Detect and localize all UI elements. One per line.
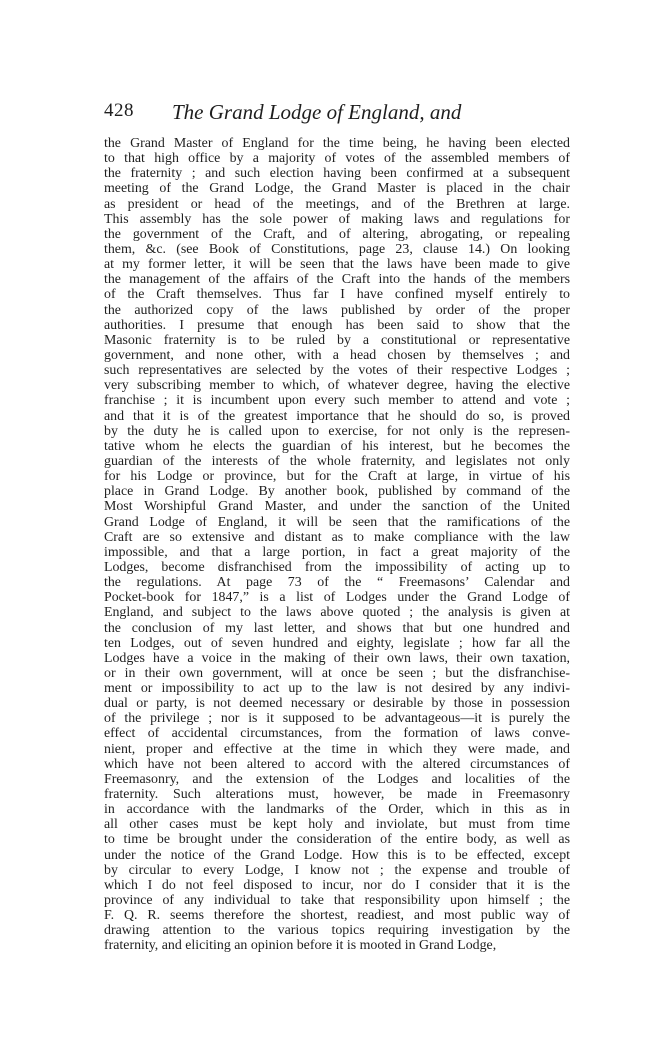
text-line: England, and subject to the laws above quoted ; the analysis is given at <box>104 605 570 621</box>
text-line: ten Lodges, out of seven hundred and eighty, legislate ; how far all the <box>104 635 570 651</box>
text-line: Grand Lodge of England, it will be seen that the ramifications of the <box>104 514 570 530</box>
text-line: Lodges have a voice in the making of their own laws, their own taxation, <box>104 650 570 666</box>
text-line: the Grand Master of England for the time being, he having been elected <box>104 136 570 151</box>
text-line: all other cases must be kept holy and inviolate, but must from time <box>104 817 570 833</box>
text-line: as president or head of the meetings, and of the Brethren at large. <box>104 196 570 212</box>
text-line: the fraternity ; and such election having been confirmed at a subsequent <box>104 166 570 182</box>
text-line: of the Craft themselves. Thus far I have confined myself entirely to <box>104 287 570 303</box>
text-line: tative whom he elects the guardian of his interest, but he becomes the <box>104 438 570 454</box>
running-head: The Grand Lodge of England, and <box>172 100 462 124</box>
text-line: in accordance with the landmarks of the Order, which in this as in <box>104 802 570 818</box>
text-line: the authorized copy of the laws published by order of the proper <box>104 302 570 318</box>
text-line: Freemasonry, and the extension of the Lodges and localities of the <box>104 771 570 787</box>
text-line: the government of the Craft, and of altering, abrogating, or repealing <box>104 226 570 242</box>
text-line: to that high office by a majority of votes of the assembled members of <box>104 151 570 167</box>
text-line: to time be brought under the consideration of the entire body, as well as <box>104 832 570 848</box>
text-line: nient, proper and effective at the time in which they were made, and <box>104 741 570 757</box>
text-line: fraternity, and eliciting an opinion before it is mooted in Grand Lodge, <box>104 938 497 954</box>
text-line: fraternity. Such alterations must, however, be made in Freemasonry <box>104 787 570 803</box>
text-line: for his Lodge or province, but for the Craft at large, in virtue of his <box>104 469 570 485</box>
text-line: by circular to every Lodge, I know not ; the expense and trouble of <box>104 862 570 878</box>
text-line: by the duty he is called upon to exercise, for not only is the represen- <box>104 423 570 439</box>
text-line: Lodges, become disfranchised from the impossibility of acting up to <box>104 559 570 575</box>
text-line: the regulations. At page 73 of the “ Freemasons’ Calendar and <box>104 575 570 591</box>
text-line: Masonic fraternity is to be ruled by a constitutional or representative <box>104 332 570 348</box>
text-line: the conclusion of my last letter, and shows that but one hundred and <box>104 620 570 636</box>
text-line: Most Worshipful Grand Master, and under the sanction of the United <box>104 499 570 515</box>
text-line: such representatives are selected by the votes of their respective Lodges ; <box>104 363 570 379</box>
text-line: under the notice of the Grand Lodge. How this is to be effected, except <box>104 847 570 863</box>
body-text <box>104 136 570 954</box>
text-line: franchise ; it is incumbent upon every such member to attend and vote ; <box>104 393 570 409</box>
text-line: province of any individual to take that responsibility upon himself ; the <box>104 893 570 909</box>
text-line: This assembly has the sole power of making laws and regulations for <box>104 211 570 227</box>
text-line: which have not been altered to accord with the altered circumstances of <box>104 756 570 772</box>
text-line: ment or impossibility to act up to the law is not desired by any indivi- <box>104 681 570 697</box>
text-line: or in their own government, will at once be seen ; but the disfranchise- <box>104 665 570 681</box>
text-line: authorities. I presume that enough has been said to show that the <box>104 317 570 333</box>
text-line: government, and none other, with a head chosen by themselves ; and <box>104 347 570 363</box>
text-line: them, &c. (see Book of Constitutions, page 23, clause 14.) On looking <box>104 241 570 257</box>
text-line: effect of accidental circumstances, from the formation of laws conve- <box>104 726 570 742</box>
text-line: which I do not feel disposed to incur, nor do I consider that it is the <box>104 877 570 893</box>
page-number: 428 <box>104 100 134 121</box>
text-line: place in Grand Lodge. By another book, published by command of the <box>104 484 570 500</box>
page-header <box>104 100 570 128</box>
text-line: at my former letter, it will be seen that the laws have been made to give <box>104 257 570 273</box>
text-line: and that it is of the greatest importance that he should do so, is proved <box>104 408 570 424</box>
text-line: drawing attention to the various topics requiring investigation by the <box>104 923 570 939</box>
text-line: Craft are so extensive and distant as to make compliance with the law <box>104 529 570 545</box>
text-line: of the privilege ; nor is it supposed to be advantageous—it is purely the <box>104 711 570 727</box>
text-line: guardian of the interests of the whole fraternity, and legislates not only <box>104 453 570 469</box>
text-line: impossible, and that a large portion, in fact a great majority of the <box>104 544 570 560</box>
text-line: F. Q. R. seems therefore the shortest, readiest, and most public way of <box>104 908 570 924</box>
text-line: dual or party, is not deemed necessary or desirable by those in possession <box>104 696 570 712</box>
text-line: meeting of the Grand Lodge, the Grand Master is placed in the chair <box>104 181 570 197</box>
text-line: very subscribing member to which, of whatever degree, having the elective <box>104 378 570 394</box>
text-line: Pocket-book for 1847,” is a list of Lodges under the Grand Lodge of <box>104 590 570 606</box>
text-line: the management of the affairs of the Craft into the hands of the members <box>104 272 570 288</box>
